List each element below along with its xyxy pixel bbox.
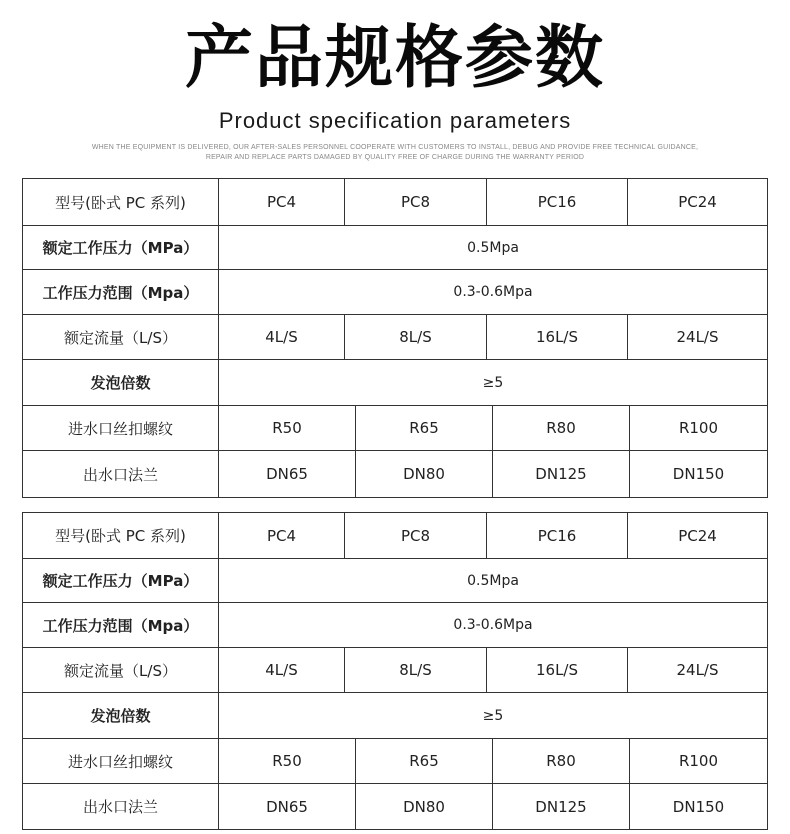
table-cell: 8L/S: [344, 648, 486, 692]
table-cell: 4L/S: [265, 661, 298, 679]
pressure-row: [23, 558, 767, 602]
foam-row: [23, 359, 767, 405]
table-cell: R50: [272, 419, 302, 437]
row-label: 发泡倍数: [23, 693, 219, 738]
table-cell: DN65: [266, 465, 308, 483]
inlet-row: [23, 405, 767, 450]
table-cell: DN80: [355, 451, 492, 497]
flow-row: [23, 647, 767, 692]
warranty-note: WHEN THE EQUIPMENT IS DELIVERED, OUR AFTER-SALES PERSONNEL COOPERATE WITH CUSTOMERS TO INSTALL, DEBUG AND PROVIDE FREE TECHNICAL GUIDANCE, REPAIR AND REPLACE PARTS DAMAGED BY QUALITY FREE OF CHARGE DURING THE WARRANTY PERIOD: [91, 144, 699, 161]
row-label: 额定流量（L/S）: [23, 315, 219, 359]
table-cell: DN80: [355, 784, 492, 829]
foam-row: [23, 692, 767, 738]
model-row: [23, 513, 767, 558]
table-cell: DN125: [492, 784, 629, 829]
table-cell: PC4: [266, 526, 297, 545]
row-label: 进水口丝扣螺纹: [23, 406, 219, 450]
table-cell: 24L/S: [627, 315, 767, 359]
table-cell: 0.3-0.6Mpa: [453, 284, 533, 300]
outlet-row: [23, 450, 767, 497]
row-label: 工作压力范围（Mpa）: [23, 603, 219, 647]
table-cell: DN65: [266, 797, 308, 816]
row-label: 额定流量（L/S）: [23, 648, 219, 692]
table-cell: R100: [629, 739, 767, 783]
table-cell: 0.5Mpa: [467, 572, 519, 589]
row-label: 发泡倍数: [23, 360, 219, 405]
model-row: [23, 179, 767, 225]
table-cell: 16L/S: [486, 315, 627, 359]
table-cell: R65: [355, 406, 492, 450]
table-cell: R80: [492, 406, 629, 450]
table-cell: R100: [629, 406, 767, 450]
page-title: 产品规格参数: [184, 19, 605, 98]
table-cell: PC8: [344, 513, 486, 558]
row-label: 额定工作压力（MPa）: [23, 226, 219, 269]
table-cell: DN150: [629, 784, 767, 829]
range-row: [23, 269, 767, 314]
inlet-row: [23, 738, 767, 783]
table-cell: DN150: [629, 451, 767, 497]
table-cell: PC16: [486, 179, 627, 225]
row-label: 出水口法兰: [23, 451, 219, 497]
table-cell: 0.3-0.6Mpa: [453, 617, 533, 633]
table-cell: DN125: [492, 451, 629, 497]
table-cell: 24L/S: [627, 648, 767, 692]
row-label: 出水口法兰: [23, 784, 219, 829]
table-cell: 8L/S: [344, 315, 486, 359]
outlet-row: [23, 783, 767, 829]
table-cell: PC24: [627, 513, 767, 558]
table-cell: R50: [272, 752, 302, 770]
table-cell: PC8: [344, 179, 486, 225]
table-cell: ≥5: [482, 374, 504, 391]
range-row: [23, 602, 767, 647]
table-cell: PC4: [266, 193, 297, 211]
table-cell: R80: [492, 739, 629, 783]
table-cell: 4L/S: [265, 328, 298, 346]
flow-row: [23, 314, 767, 359]
table-cell: PC16: [486, 513, 627, 558]
table-cell: R65: [355, 739, 492, 783]
spec-table: [22, 512, 768, 830]
table-cell: PC24: [627, 179, 767, 225]
table-cell: 0.5Mpa: [467, 239, 519, 256]
pressure-row: [23, 225, 767, 269]
row-label: 型号(卧式 PC 系列): [23, 179, 219, 225]
spec-table: [22, 178, 768, 498]
row-label: 额定工作压力（MPa）: [23, 559, 219, 602]
table-cell: 16L/S: [486, 648, 627, 692]
table-cell: ≥5: [482, 707, 504, 724]
row-label: 型号(卧式 PC 系列): [23, 513, 219, 558]
page-subtitle: Product specification parameters: [218, 108, 572, 133]
row-label: 进水口丝扣螺纹: [23, 739, 219, 783]
row-label: 工作压力范围（Mpa）: [23, 270, 219, 314]
